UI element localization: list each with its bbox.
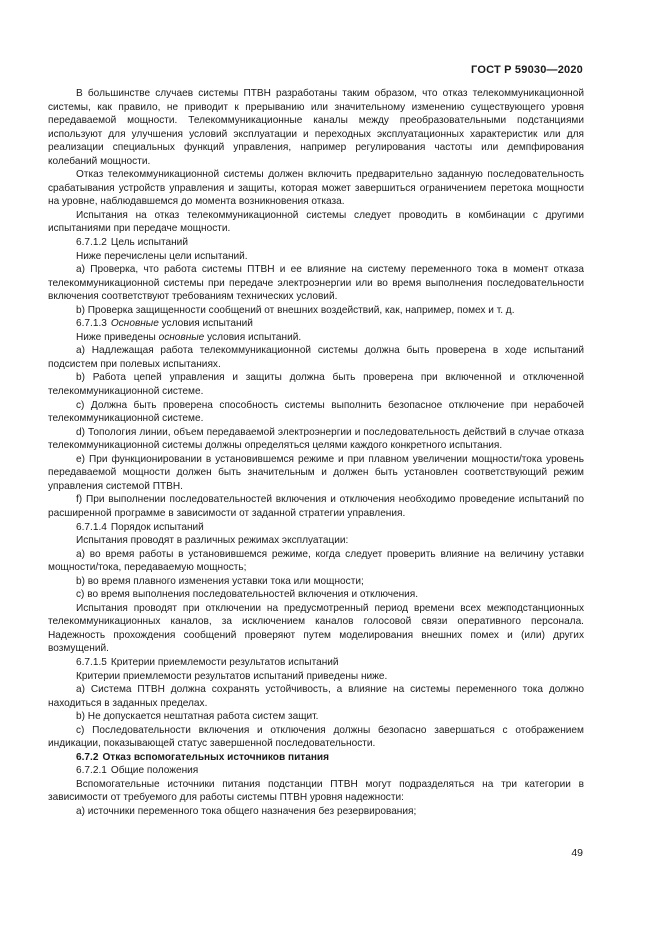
list-item: b) Проверка защищенности сообщений от внешних воздействий, как, например, помех и т. д. (76, 304, 515, 316)
section-number: 6.7.1.4 (76, 521, 107, 533)
list-item: c) во время выполнения последовательностей включения и отключения. (76, 589, 419, 601)
section-title: Критерии приемлемости результатов испытаний (110, 656, 339, 668)
text-run: условия испытаний. (204, 331, 302, 343)
section-number: 6.7.1.3 (76, 318, 107, 330)
list-item: e) При функционировании в установившемся режиме и при плавном увеличении мощности/тока уровень передаваемой мощности должен быть значительным и должен быть установлен соответствующий режим управления системой ПТВН. (48, 453, 584, 492)
document-body (48, 87, 584, 819)
text-run-italic: основные (158, 331, 205, 343)
section-title-rest: условия испытаний (158, 318, 253, 330)
section-title: Порядок испытаний (110, 521, 204, 533)
section-heading-6712 (48, 236, 584, 250)
document-code: ГОСТ Р 59030—2020 (471, 64, 583, 76)
paragraph: Испытания проводят в различных режимах эксплуатации: (76, 535, 349, 547)
paragraph: Вспомогательные источники питания подстанции ПТВН могут подразделяться на три категории в зависимости от требуемого для работы системы ПТВН уровня надежности: (48, 778, 584, 804)
list-item: а) источники переменного тока общего назначения без резервирования; (76, 805, 417, 817)
paragraph: Ниже перечислены цели испытаний. (76, 250, 248, 262)
paragraph: Критерии приемлемости результатов испытаний приведены ниже. (76, 670, 388, 682)
paragraph: Испытания проводят при отключении на предусмотренный период времени всех межподстанционных телекоммуникационных каналов, за исключением каналов голосовой связи оперативного персонала. Надежность прохождения сообщений проверяют путем моделирования внешних помех и (или) других возмущений. (48, 602, 584, 655)
list-item: а) Надлежащая работа телекоммуникационной системы должна быть проверена в ходе испытаний подсистем при полевых испытаниях. (48, 345, 584, 370)
paragraph (48, 331, 584, 345)
section-title: Цель испытаний (110, 237, 188, 249)
list-item: b) Не допускается нештатная работа систем защит. (76, 711, 319, 723)
paragraph: В большинстве случаев системы ПТВН разработаны таким образом, что отказ телекоммуникационной системы, как правило, не приводит к прерыванию или значительному изменению существующего уровня передаваемой мощности. Телекоммуникационные каналы между преобразовательными подстанциями используют для улучшения условий эксплуатации и переходных эксплуатационных характеристик или для реализации специальных функций управления, например регулирования частоты или демпфирования колебаний мощности. (48, 88, 584, 167)
section-heading-6714 (48, 521, 584, 535)
section-heading-6713 (48, 317, 584, 331)
section-heading-672 (48, 751, 584, 765)
page-number: 49 (571, 847, 583, 859)
list-item: f) При выполнении последовательностей включения и отключения необходимо проведение испытаний по расширенной программе в зависимости от заданной стратегии управления. (48, 494, 584, 519)
list-item: а) Система ПТВН должна сохранять устойчивость, а влияние на системы переменного тока должно находиться в заданных пределах. (48, 684, 584, 709)
section-title: Общие положения (110, 765, 199, 777)
paragraph: Отказ телекоммуникационной системы должен включить предварительно заданную последовательность срабатывания устройств управления и защиты, которая может завершиться ограничением перетока мощности на уровне, наблюдавшемся до момента возникновения отказа. (48, 169, 584, 208)
section-number: 6.7.1.5 (76, 656, 107, 668)
section-number: 6.7.2.1 (76, 765, 107, 777)
list-item: а) во время работы в установившемся режиме, когда следует проверить влияние на величину уставки мощности/тока, передаваемую мощность; (48, 548, 584, 574)
section-title: Отказ вспомогательных источников питания (102, 751, 330, 763)
section-heading-6721 (48, 764, 584, 778)
section-heading-6715 (48, 656, 584, 670)
section-number: 6.7.1.2 (76, 237, 107, 249)
list-item: c) Должна быть проверена способность системы выполнить безопасное отключение при нерабочей телекоммуникационной системе. (48, 399, 584, 425)
section-title-italic: Основные (110, 318, 159, 330)
list-item: b) во время плавного изменения уставки тока или мощности; (76, 575, 364, 587)
list-item: а) Проверка, что работа системы ПТВН и ее влияние на систему переменного тока в момент отказа телекоммуникационной системы при передаче электроэнергии или во время выполнения последовательности включения соответствуют требованиям технических условий. (48, 264, 584, 303)
list-item: b) Работа цепей управления и защиты должна быть проверена при включенной и отключенной телекоммуникационной системе. (48, 372, 584, 398)
paragraph: Испытания на отказ телекоммуникационной системы следует проводить в комбинации с другими испытаниями при передаче мощности. (48, 209, 584, 235)
text-run: Ниже приведены (76, 331, 159, 343)
list-item: d) Топология линии, объем передаваемой электроэнергии и последовательность действий в случае отказа телекоммуникационной системы должны определяться целями каждого конкретного испытания. (48, 426, 584, 452)
section-number: 6.7.2 (76, 751, 99, 763)
list-item: c) Последовательности включения и отключения должны безопасно завершаться с отображением индикации, показывающей статус завершенной последовательности. (48, 724, 584, 750)
